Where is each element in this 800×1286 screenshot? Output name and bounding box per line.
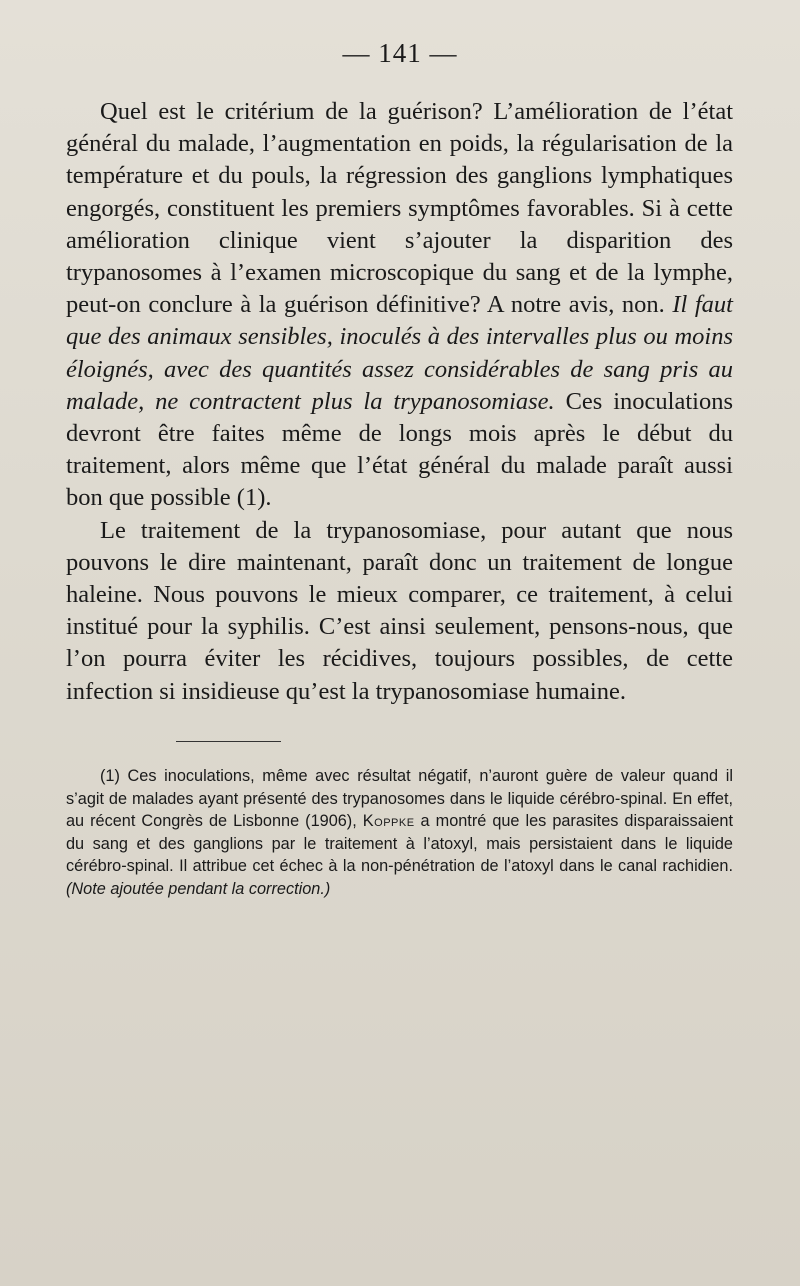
footnote [66,765,733,901]
footnote-separator [176,741,281,742]
page-number: — 141 — [342,38,458,68]
paragraph-1-text-start: Quel est le critérium de la guérison? L’amélioration de l’état général du malade, l’augmentation en poids, la régularisation de la température et du pouls, la régression des ganglions lymphatiques engorgés, constituent les premiers symptômes favorables. Si à cette amélioration clinique vient s’ajouter la disparition des trypanosomes à l’examen microscopique du sang et de la lymphe, peut-on conclure à la guérison définitive? A notre avis, non. [66,98,733,319]
paragraph-1-italic-text: Il faut que des animaux sensibles, inoculés à des intervalles plus ou moins éloignés, avec des quantités assez considérables de sang pris au malade, ne contractent plus la trypanosomiase. [66,291,733,415]
footnote-correction-note: (Note ajoutée pendant la correction.) [66,879,331,898]
paragraph-2: Le traitement de la trypanosomiase, pour autant que nous pouvons le dire maintenant, paraît donc un traitement de longue haleine. Nous pouvons le mieux comparer, ce traitement, à celui institué pour la syphilis. C’est ainsi seulement, pensons-nous, que l’on pourra éviter les récidives, toujours possibles, de cette infection si insidieuse qu’est la trypanosomiase humaine. [66,516,733,705]
footnote-text-start: (1) Ces inoculations, même avec résultat négatif, n’auront guère de valeur quand il s’agit de malades ayant présenté des trypanosomes dans le liquide cérébro-spinal. En effet, au récent Congrès de Lisbonne (1906), [66,767,733,831]
footnote-author-name: Koppke [362,812,415,831]
paragraph-1 [66,96,733,515]
main-text [66,96,733,708]
paragraph-1-text-end: Ces inoculations devront être faites même de longs mois après le début du traitement, alors même que l’état général du malade paraît aussi bon que possible (1). [66,387,733,512]
footnote-text-end: a montré que les parasites disparaissaient du sang et des ganglions par le traitement à l’atoxyl, mais persistaient dans le liquide cérébro-spinal. Il attribue cet échec à la non-pénétration de l’atoxyl dans le canal rachidien. [66,812,734,876]
